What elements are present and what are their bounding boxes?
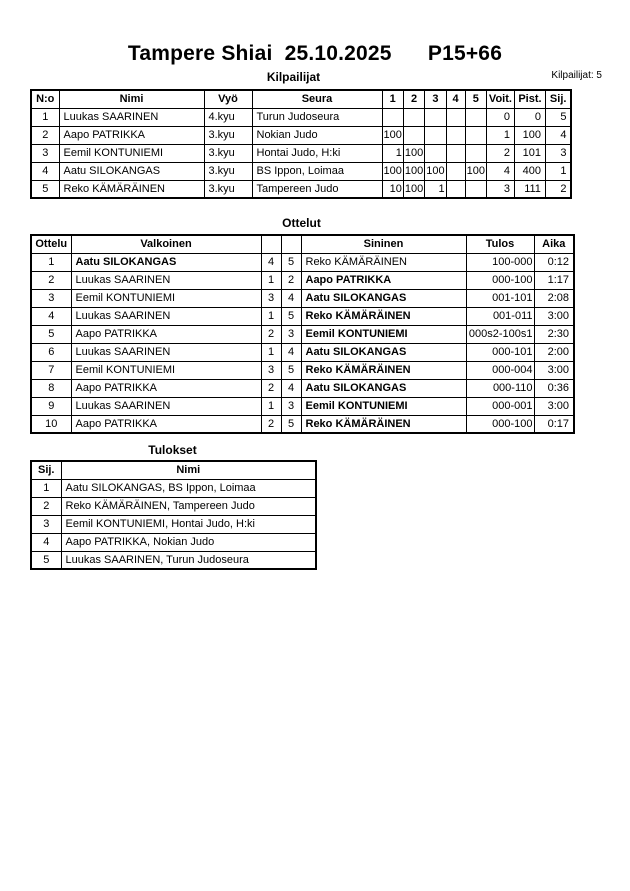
- cell: Luukas SAARINEN: [59, 108, 204, 126]
- cell: Luukas SAARINEN: [71, 397, 261, 415]
- cell: 001-101: [466, 289, 534, 307]
- page-title: Tampere Shiai 25.10.2025 P15+66: [127, 42, 503, 65]
- cell: 2: [261, 325, 281, 343]
- cell: 100: [425, 162, 446, 180]
- cell: 1: [545, 162, 571, 180]
- cell: [465, 126, 486, 144]
- table-row: [31, 162, 571, 180]
- cell: 100: [403, 144, 424, 162]
- cell: 3: [486, 180, 514, 198]
- cell: 10: [382, 180, 403, 198]
- table-row: [31, 415, 574, 433]
- column-header: N:o: [31, 90, 59, 108]
- column-header: [261, 235, 281, 253]
- cell: Turun Judoseura: [252, 108, 382, 126]
- cell: 5: [31, 325, 71, 343]
- cell: [465, 180, 486, 198]
- table-row: [31, 126, 571, 144]
- cell: [403, 108, 424, 126]
- cell: 000s2-100s1: [466, 325, 534, 343]
- cell: Eemil KONTUNIEMI, Hontai Judo, H:ki: [61, 515, 316, 533]
- cell: 1: [261, 271, 281, 289]
- cell: Luukas SAARINEN: [71, 343, 261, 361]
- cell: 1: [486, 126, 514, 144]
- cell: 100: [403, 180, 424, 198]
- competitor-count-label: Kilpailijat: 5: [551, 70, 602, 81]
- cell: 7: [31, 361, 71, 379]
- column-header: Ottelu: [31, 235, 71, 253]
- cell: 000-001: [466, 397, 534, 415]
- cell: 3: [281, 325, 301, 343]
- cell: 2: [281, 271, 301, 289]
- column-header: Aika: [534, 235, 574, 253]
- table-row: [31, 533, 316, 551]
- column-header: Seura: [252, 90, 382, 108]
- cell: Reko KÄMÄRÄINEN, Tampereen Judo: [61, 497, 316, 515]
- column-header: Nimi: [59, 90, 204, 108]
- cell: 3: [261, 289, 281, 307]
- column-header: Sij.: [31, 461, 61, 479]
- cell: 5: [545, 108, 571, 126]
- table-row: [31, 271, 574, 289]
- table-row: [31, 551, 316, 569]
- cell: 2: [31, 126, 59, 144]
- cell: 3: [31, 515, 61, 533]
- cell: 1: [261, 307, 281, 325]
- cell: [403, 126, 424, 144]
- cell: [446, 180, 465, 198]
- column-header: Sij.: [545, 90, 571, 108]
- cell: 1: [261, 343, 281, 361]
- cell: Eemil KONTUNIEMI: [301, 325, 466, 343]
- cell: 000-101: [466, 343, 534, 361]
- cell: 1: [261, 397, 281, 415]
- cell: [382, 108, 403, 126]
- cell: 3:00: [534, 307, 574, 325]
- cell: 3.kyu: [204, 180, 252, 198]
- cell: 5: [281, 307, 301, 325]
- cell: 3: [261, 361, 281, 379]
- cell: 5: [281, 415, 301, 433]
- cell: 1:17: [534, 271, 574, 289]
- cell: 2:08: [534, 289, 574, 307]
- cell: Hontai Judo, H:ki: [252, 144, 382, 162]
- cell: 5: [281, 253, 301, 271]
- cell: [446, 126, 465, 144]
- column-header: 5: [465, 90, 486, 108]
- cell: 4: [31, 307, 71, 325]
- cell: 0:36: [534, 379, 574, 397]
- column-header: Pist.: [514, 90, 545, 108]
- section-heading-tulokset: Tulokset: [148, 443, 197, 457]
- cell: Aapo PATRIKKA: [301, 271, 466, 289]
- cell: 1: [425, 180, 446, 198]
- cell: Aatu SILOKANGAS: [301, 379, 466, 397]
- cell: Luukas SAARINEN: [71, 271, 261, 289]
- cell: [446, 162, 465, 180]
- cell: Eemil KONTUNIEMI: [59, 144, 204, 162]
- cell: 000-100: [466, 415, 534, 433]
- cell: 100: [465, 162, 486, 180]
- cell: [425, 126, 446, 144]
- cell: 4: [545, 126, 571, 144]
- cell: 3.kyu: [204, 162, 252, 180]
- cell: Reko KÄMÄRÄINEN: [301, 307, 466, 325]
- cell: Aatu SILOKANGAS: [71, 253, 261, 271]
- cell: 2: [545, 180, 571, 198]
- kilpailijat-table: [30, 89, 572, 199]
- cell: 1: [31, 108, 59, 126]
- cell: 100: [403, 162, 424, 180]
- column-header: 4: [446, 90, 465, 108]
- column-header: 2: [403, 90, 424, 108]
- tulokset-table: [30, 460, 317, 570]
- cell: 3: [281, 397, 301, 415]
- header-row: [31, 235, 574, 253]
- cell: 0: [514, 108, 545, 126]
- cell: [465, 144, 486, 162]
- cell: 4: [486, 162, 514, 180]
- cell: [446, 144, 465, 162]
- cell: Aatu SILOKANGAS, BS Ippon, Loimaa: [61, 479, 316, 497]
- cell: 0:17: [534, 415, 574, 433]
- cell: 2: [261, 379, 281, 397]
- cell: 3.kyu: [204, 144, 252, 162]
- cell: Luukas SAARINEN: [71, 307, 261, 325]
- section-heading-ottelut: Ottelut: [282, 216, 321, 230]
- cell: 001-011: [466, 307, 534, 325]
- cell: 3:00: [534, 397, 574, 415]
- cell: 3:00: [534, 361, 574, 379]
- table-row: [31, 307, 574, 325]
- cell: 3: [31, 144, 59, 162]
- cell: Luukas SAARINEN, Turun Judoseura: [61, 551, 316, 569]
- cell: 2:00: [534, 343, 574, 361]
- table-row: [31, 479, 316, 497]
- cell: Reko KÄMÄRÄINEN: [301, 253, 466, 271]
- cell: 4: [261, 253, 281, 271]
- table-row: [31, 343, 574, 361]
- cell: [465, 108, 486, 126]
- ottelut-table: [30, 234, 575, 434]
- cell: 4: [281, 379, 301, 397]
- column-header: [281, 235, 301, 253]
- cell: Aapo PATRIKKA: [59, 126, 204, 144]
- cell: 8: [31, 379, 71, 397]
- cell: 2: [486, 144, 514, 162]
- table-row: [31, 361, 574, 379]
- cell: 4.kyu: [204, 108, 252, 126]
- cell: Eemil KONTUNIEMI: [301, 397, 466, 415]
- cell: [425, 144, 446, 162]
- table-row: [31, 515, 316, 533]
- cell: 000-100: [466, 271, 534, 289]
- cell: 1: [31, 479, 61, 497]
- cell: Aatu SILOKANGAS: [301, 289, 466, 307]
- cell: Reko KÄMÄRÄINEN: [301, 415, 466, 433]
- cell: 100: [514, 126, 545, 144]
- cell: 2: [31, 271, 71, 289]
- cell: Nokian Judo: [252, 126, 382, 144]
- section-heading-kilpailijat: Kilpailijat: [266, 70, 321, 84]
- cell: 2:30: [534, 325, 574, 343]
- cell: 400: [514, 162, 545, 180]
- cell: 100: [382, 162, 403, 180]
- cell: 0:12: [534, 253, 574, 271]
- header-row: [31, 461, 316, 479]
- cell: 2: [31, 497, 61, 515]
- cell: 111: [514, 180, 545, 198]
- table-row: [31, 289, 574, 307]
- cell: [446, 108, 465, 126]
- column-header: Sininen: [301, 235, 466, 253]
- cell: 3.kyu: [204, 126, 252, 144]
- cell: [425, 108, 446, 126]
- cell: 5: [31, 180, 59, 198]
- cell: 100: [382, 126, 403, 144]
- cell: Aapo PATRIKKA: [71, 379, 261, 397]
- header-row: [31, 90, 571, 108]
- cell: 000-110: [466, 379, 534, 397]
- cell: 1: [31, 253, 71, 271]
- table-row: [31, 144, 571, 162]
- table-row: [31, 497, 316, 515]
- column-header: Nimi: [61, 461, 316, 479]
- cell: Aapo PATRIKKA: [71, 325, 261, 343]
- cell: 4: [281, 343, 301, 361]
- column-header: Valkoinen: [71, 235, 261, 253]
- cell: Eemil KONTUNIEMI: [71, 361, 261, 379]
- cell: 3: [545, 144, 571, 162]
- cell: 4: [31, 533, 61, 551]
- cell: 0: [486, 108, 514, 126]
- table-row: [31, 108, 571, 126]
- cell: 000-004: [466, 361, 534, 379]
- cell: Aatu SILOKANGAS: [301, 343, 466, 361]
- column-header: 1: [382, 90, 403, 108]
- cell: 2: [261, 415, 281, 433]
- cell: Aatu SILOKANGAS: [59, 162, 204, 180]
- cell: Eemil KONTUNIEMI: [71, 289, 261, 307]
- cell: 3: [31, 289, 71, 307]
- column-header: 3: [425, 90, 446, 108]
- cell: Reko KÄMÄRÄINEN: [59, 180, 204, 198]
- cell: Tampereen Judo: [252, 180, 382, 198]
- cell: Aapo PATRIKKA, Nokian Judo: [61, 533, 316, 551]
- cell: 101: [514, 144, 545, 162]
- cell: 100-000: [466, 253, 534, 271]
- cell: Reko KÄMÄRÄINEN: [301, 361, 466, 379]
- table-row: [31, 325, 574, 343]
- cell: 4: [31, 162, 59, 180]
- cell: 4: [281, 289, 301, 307]
- cell: 1: [382, 144, 403, 162]
- table-row: [31, 379, 574, 397]
- cell: 5: [281, 361, 301, 379]
- cell: 6: [31, 343, 71, 361]
- column-header: Voit.: [486, 90, 514, 108]
- cell: 10: [31, 415, 71, 433]
- cell: 9: [31, 397, 71, 415]
- column-header: Tulos: [466, 235, 534, 253]
- table-row: [31, 397, 574, 415]
- cell: Aapo PATRIKKA: [71, 415, 261, 433]
- cell: 5: [31, 551, 61, 569]
- cell: BS Ippon, Loimaa: [252, 162, 382, 180]
- column-header: Vyö: [204, 90, 252, 108]
- table-row: [31, 253, 574, 271]
- table-row: [31, 180, 571, 198]
